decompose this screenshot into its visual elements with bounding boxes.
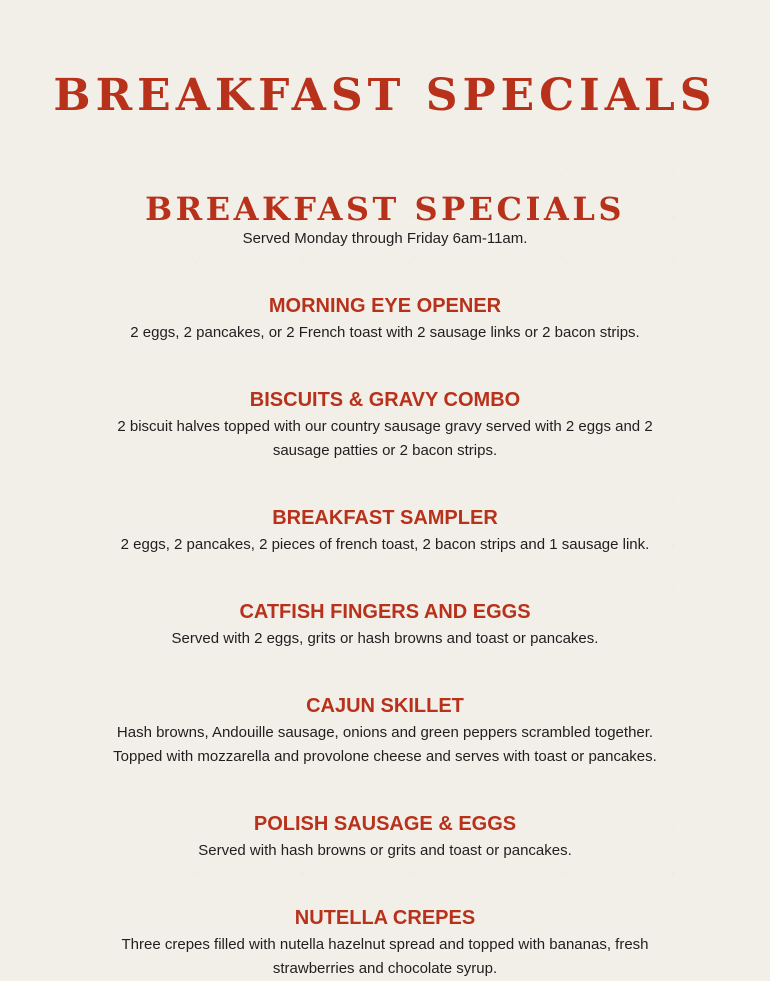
menu-item-description: 2 biscuit halves topped with our country sausage gravy served with 2 eggs and 2 sausage patties or 2 bacon strips. xyxy=(117,418,653,459)
menu-item-cajun-skillet xyxy=(100,693,670,769)
menu-item-morning-eye-opener xyxy=(100,293,670,345)
menu-item-name: CAJUN SKILLET xyxy=(306,695,464,717)
section-heading: BREAKFAST SPECIALS xyxy=(145,190,625,228)
menu-item-name: NUTELLA CREPES xyxy=(294,907,476,929)
menu-item-nutella-crepes xyxy=(100,905,670,981)
menu-item-description: Hash browns, Andouille sausage, onions and green peppers scrambled together. Topped with mozzarella and provolone cheese and serves with toast or pancakes. xyxy=(113,724,657,765)
menu-item-name: POLISH SAUSAGE & EGGS xyxy=(253,813,517,835)
menu-item-breakfast-sampler xyxy=(100,505,670,557)
menu-item-name: BISCUITS & GRAVY COMBO xyxy=(249,389,521,411)
menu-item-polish-sausage-eggs xyxy=(100,811,670,863)
menu-item-name: MORNING EYE OPENER xyxy=(268,295,502,317)
menu-item-description: Served with hash browns or grits and toast or pancakes. xyxy=(198,842,572,859)
section-subtitle: Served Monday through Friday 6am-11am. xyxy=(242,230,528,247)
menu-item-description: 2 eggs, 2 pancakes, 2 pieces of french toast, 2 bacon strips and 1 sausage link. xyxy=(120,536,650,553)
menu-item-name: BREAKFAST SAMPLER xyxy=(272,507,498,529)
page-title: BREAKFAST SPECIALS xyxy=(53,70,717,121)
menu-item-description: Three crepes filled with nutella hazelnut spread and topped with bananas, fresh strawberries and chocolate syrup. xyxy=(121,936,649,977)
menu-item-biscuits-gravy-combo xyxy=(100,387,670,463)
menu-item-name: CATFISH FINGERS AND EGGS xyxy=(239,601,531,623)
menu-item-description: Served with 2 eggs, grits or hash browns and toast or pancakes. xyxy=(171,630,599,647)
menu-item-description: 2 eggs, 2 pancakes, or 2 French toast with 2 sausage links or 2 bacon strips. xyxy=(130,324,640,341)
menu-item-catfish-fingers-and-eggs xyxy=(100,599,670,651)
